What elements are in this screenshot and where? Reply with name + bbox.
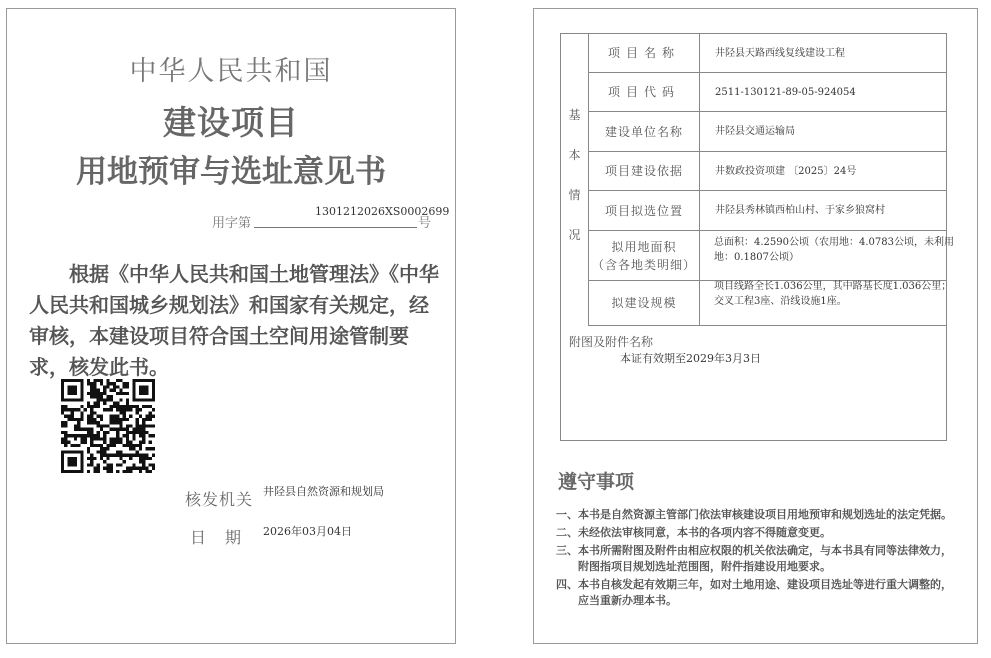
table-row-location	[589, 191, 946, 231]
row-value: 总面积：4.2590公顷（农用地：4.0783公顷，未利用地：0.1807公顷）	[714, 237, 954, 263]
row-value: 井陉县天路西线复线建设工程	[715, 47, 845, 59]
row-label: 项目建设依据	[589, 152, 700, 190]
document-title-line2: 用地预审与选址意见书	[76, 154, 386, 190]
certificate-number-label: 用字第	[212, 216, 252, 231]
table-row-area	[589, 231, 954, 281]
certificate-number-suffix: 号	[418, 216, 432, 231]
side-label-char: 情	[568, 188, 581, 202]
document-title-line1: 建设项目	[163, 103, 299, 142]
table-row-builder	[589, 112, 946, 152]
note-item: 一、本书是自然资源主管部门依法审核建设项目用地预审和规划选址的法定凭据。	[556, 508, 952, 521]
issue-date-value: 2026年03月04日	[263, 525, 352, 538]
row-value: 项目线路全长1.036公里，其中路基长度1.036公里；交叉工程3座、沿线设施1座。	[714, 281, 952, 307]
row-value: 井数政投资项建 〔2025〕24号	[715, 165, 857, 177]
country-name: 中华人民共和国	[129, 56, 333, 87]
side-label-char: 基	[568, 108, 581, 122]
note-item: 四、本书自核发起有效期三年，如对土地用途、建设项目选址等进行重大调整的，应当重新办理本书。	[556, 578, 952, 607]
notes-list	[556, 507, 956, 611]
table-row-project-code	[589, 73, 946, 112]
certificate-number-underline	[254, 227, 417, 228]
row-value: 井陉县秀林镇西柏山村、于家乡狼窝村	[715, 205, 885, 216]
row-label: 拟建设规模	[589, 281, 700, 325]
approval-statement: 根据《中华人民共和国土地管理法》《中华人民共和国城乡规划法》和国家有关规定，经审核，本建设项目符合国土空间用途管制要求，核发此书。	[29, 262, 439, 379]
row-label: 项目名称	[589, 34, 700, 72]
note-item: 二、未经依法审核同意，本书的各项内容不得随意变更。	[556, 526, 831, 539]
notes-title: 遵守事项	[558, 471, 635, 493]
qr-code-icon	[61, 379, 155, 473]
row-label: 建设单位名称	[589, 112, 700, 151]
issuing-authority-value: 井陉县自然资源和规划局	[263, 485, 384, 498]
row-label	[589, 231, 700, 280]
row-label-line2: （含各地类明细）	[591, 257, 696, 272]
row-label: 项目代码	[589, 73, 700, 111]
validity-statement: 本证有效期至2029年3月3日	[620, 352, 761, 365]
table-row-scale	[589, 281, 952, 326]
note-item: 三、本书所需附图及附件由相应权限的机关依法确定，与本书具有同等法律效力，附图指项目规划选址范围图，附件指建设用地要求。	[556, 544, 952, 573]
table-row-project-name	[589, 34, 946, 73]
issue-date-label: 日期	[190, 528, 261, 547]
issuing-authority-label: 核发机关	[185, 490, 254, 509]
row-label-line1: 拟用地面积	[611, 239, 677, 254]
row-value: 井陉县交通运输局	[715, 126, 795, 137]
certificate-details-page	[533, 8, 978, 644]
side-label-char: 况	[568, 228, 581, 242]
basic-info-table	[560, 33, 954, 441]
certificate-cover-page	[6, 8, 456, 644]
side-label-char: 本	[568, 148, 581, 162]
row-value: 2511-130121-89-05-924054	[715, 86, 856, 98]
table-row-basis	[589, 152, 946, 191]
basic-info-side-label	[561, 34, 589, 326]
row-label: 项目拟选位置	[589, 191, 700, 230]
attachments-label: 附图及附件名称	[569, 335, 654, 349]
certificate-number-value: 1301212026XS0002699	[315, 205, 450, 218]
